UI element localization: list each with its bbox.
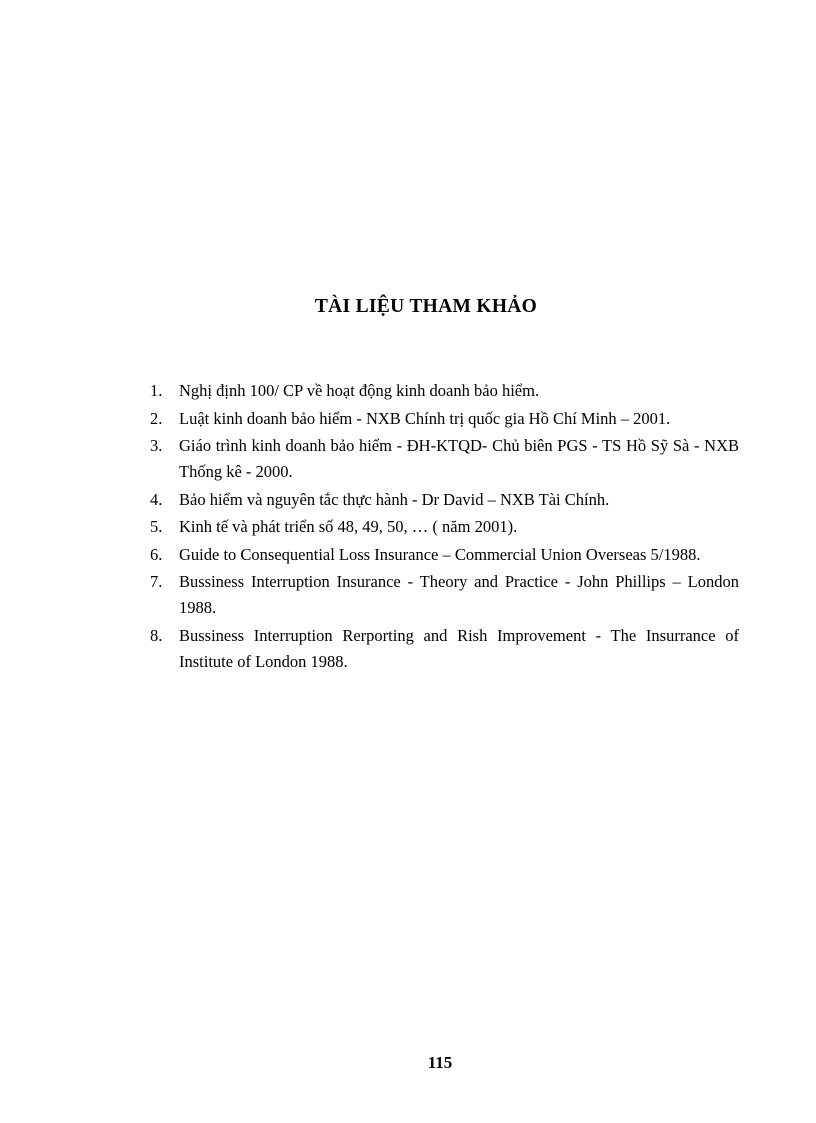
reference-item bbox=[146, 433, 739, 485]
reference-item bbox=[146, 378, 739, 404]
reference-text: Bảo hiểm và nguyên tắc thực hành - Dr David – NXB Tài Chính. bbox=[179, 489, 610, 509]
reference-list bbox=[146, 378, 739, 676]
reference-text: Giáo trình kinh doanh bảo hiểm - ĐH-KTQD- Chủ biên PGS - TS Hồ Sỹ Sà - NXB Thống kê - 2000. bbox=[179, 436, 739, 481]
reference-item bbox=[146, 542, 739, 568]
reference-text: Guide to Consequential Loss Insurance – Commercial Union Overseas 5/1988. bbox=[179, 544, 701, 564]
reference-item bbox=[146, 487, 739, 513]
reference-text: Bussiness Interruption Rerporting and Rish Improvement - The Insurrance of Institute of London 1988. bbox=[179, 625, 739, 671]
reference-number: 8. bbox=[150, 625, 163, 645]
reference-item bbox=[146, 406, 739, 432]
reference-item bbox=[146, 514, 739, 540]
reference-item bbox=[146, 623, 739, 675]
reference-number: 4. bbox=[150, 489, 163, 509]
reference-number: 5. bbox=[150, 517, 163, 536]
reference-number: 3. bbox=[150, 436, 163, 455]
reference-number: 2. bbox=[150, 408, 163, 428]
reference-number: 6. bbox=[150, 544, 163, 564]
reference-number: 1. bbox=[150, 381, 163, 400]
reference-text: Nghị định 100/ CP về hoạt động kinh doanh bảo hiểm. bbox=[179, 381, 540, 400]
page-title: TÀI LIỆU THAM KHẢO bbox=[314, 296, 538, 317]
reference-text: Kinh tế và phát triển số 48, 49, 50, … ( năm 2001). bbox=[179, 517, 518, 536]
reference-item bbox=[146, 569, 739, 621]
page-number: 115 bbox=[427, 1053, 453, 1072]
reference-number: 7. bbox=[150, 572, 163, 591]
reference-text: Bussiness Interruption Insurance - Theory and Practice - John Phillips – London 1988. bbox=[179, 572, 739, 617]
reference-text: Luật kinh doanh bảo hiểm - NXB Chính trị quốc gia Hồ Chí Minh – 2001. bbox=[179, 408, 671, 428]
